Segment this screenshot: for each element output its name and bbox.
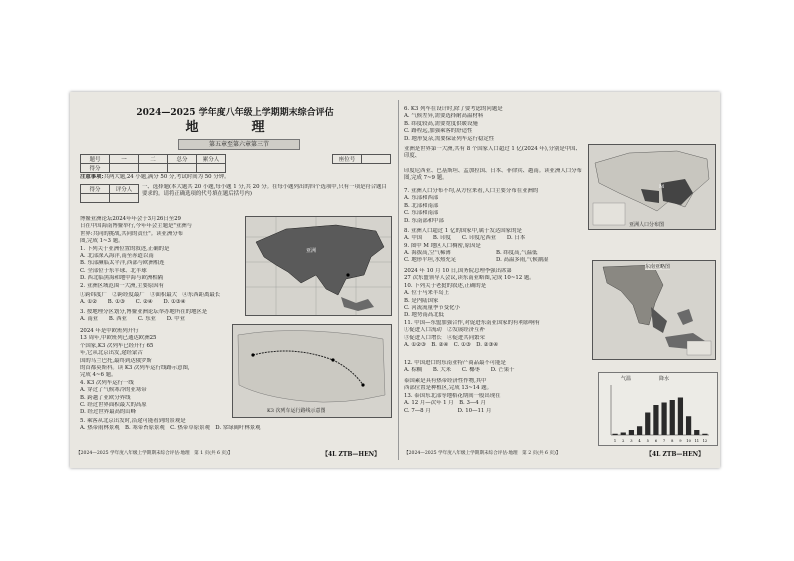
option: ①跨纬度广 ②跨经度最广 ③面积最大 ④东西距离最长	[80, 292, 221, 298]
k3-route-map	[232, 324, 392, 418]
precip-bar	[702, 434, 707, 435]
precip-bar	[686, 416, 691, 435]
option: A. 东部和西部	[404, 195, 439, 202]
q3-block	[80, 309, 390, 324]
option: ①促进人口流动 ②发展经济互补	[404, 327, 485, 334]
intro-line: 日在中国海南博鳌举行,今年年会主题是"亚洲与	[80, 223, 193, 230]
option: C. 经过世界面积最大的高原	[80, 402, 147, 409]
grader-cell: 得分	[81, 185, 110, 194]
precip-bar	[670, 400, 675, 435]
population-svg	[589, 145, 715, 229]
month-tick: 10	[686, 439, 691, 443]
option: A. 南亚 B. 西亚 C. 东亚 D. 中亚	[80, 316, 186, 323]
intro-line: 完成 4~6 题。	[80, 372, 117, 379]
option: D. 地形复杂,需要保证列车运行稳定性	[404, 135, 495, 142]
precip-bar	[621, 433, 626, 436]
notice-heading: 注意事项:	[80, 174, 104, 180]
option: A. 北部深入海洋,南至赤道以南	[80, 253, 154, 260]
option: A. ①② B. ①③ C. ②④ D. ①③④	[80, 299, 186, 306]
option: ③促进人口增长 ④促进共同繁荣	[404, 334, 485, 341]
precip-bar	[661, 403, 666, 436]
question-6: 6. K3 列车在设计时,除了要考虑的问题是	[404, 106, 503, 112]
option: A. 12 月—次年 1 月 B. 3—4 月	[404, 400, 486, 407]
precip-bar	[637, 426, 642, 435]
question-2: 2. 亚洲区域范围一大洲,主要原因有	[80, 282, 165, 289]
q2-block	[80, 292, 245, 307]
intro-line: 泰国素是具有热带经济性作物,其中	[404, 378, 487, 384]
option: B. 跨越了亚欧分界线	[80, 394, 131, 401]
precip-bar	[694, 430, 699, 435]
month-tick: 9	[679, 439, 682, 443]
option: A. 穿过了气候寒冷的亚寒带	[80, 387, 147, 394]
score-cell	[197, 164, 226, 173]
precip-bar	[612, 434, 617, 435]
seat-cell	[362, 155, 391, 164]
option: D. 东南部和中部	[404, 217, 444, 224]
question-7: 7. 亚洲人口分布不均,从方位来看,人口主要分布在亚洲的	[404, 188, 539, 194]
exam-title: 2024—2025 学年度八年级上学期期末综合评估	[136, 108, 334, 118]
chart-axis	[611, 385, 709, 435]
page-right	[400, 92, 720, 468]
intro-line: 西部位置是种植区,完成 13~14 题。	[404, 385, 493, 392]
asia-map	[245, 216, 392, 316]
k3-route-svg	[233, 325, 391, 417]
option: B. 纬度高,气温低	[496, 250, 538, 256]
month-tick: 8	[671, 439, 674, 443]
intro-line: 2024 年 10 月 10 日,国务院总理李强出席第	[404, 268, 512, 274]
intro-line: 的首都莫斯科。读 K3 次列车运行线路示意图,	[80, 365, 190, 372]
month-tick: 5	[646, 439, 649, 443]
exam-subject: 地 理	[185, 120, 285, 135]
month-tick: 2	[622, 439, 625, 443]
climate-svg	[599, 373, 717, 445]
q8-q9-block	[404, 228, 716, 250]
intro-line: 13 周年,中欧班列已通达欧洲25	[80, 335, 157, 342]
intro-line: 世界:共同的挑战,共同的责任"。读亚洲分布	[80, 230, 184, 237]
intro-line: 个国家,K3 次列车已经开行 65	[80, 342, 154, 349]
southeast-asia-map	[592, 260, 716, 360]
question-8: 8. 亚洲人口超过 1 亿的国家中,属于发达国家的是	[404, 228, 522, 234]
page-divider	[398, 100, 399, 460]
notice-text: 共两大题,24 小题,满分 50 分,考试时间为 50 分钟。	[103, 174, 230, 180]
question-5: 5. 乘客从北京出发时,沿途可能看到的景观是	[80, 418, 186, 424]
question-4: 4. K3 次列车运行一线	[80, 379, 134, 386]
climate-chart	[598, 372, 718, 446]
question-12: 12. 中国进口的东南亚特产商品最不可能是	[404, 360, 506, 366]
footer-left: 【2024—2025 学年度八年级上学期期末综合评估·地理 第 1 页(共 6 页)】	[76, 451, 233, 456]
option: A. 中国 B. 印度 C. 印度尼西亚 D. 日本	[404, 235, 526, 242]
option: B. 北部和南部	[404, 202, 439, 209]
option: C. 河流流量季节变化小	[404, 305, 460, 312]
q6-block	[404, 106, 716, 143]
asia-label: 亚洲	[306, 248, 317, 254]
option: D. 高温多雨,气候潮湿	[496, 257, 549, 264]
population-map-label: 亚洲人口分布图	[629, 222, 665, 228]
sea-map-svg	[593, 261, 715, 359]
svg-text:M: M	[659, 184, 665, 190]
option: B. 纬度较高,需要宽度供暖设施	[404, 120, 478, 127]
option: C. 东部和南部	[404, 210, 439, 217]
seat-table	[332, 154, 391, 164]
option: C. 地形平坦,水热充足	[404, 257, 457, 264]
intro-line: 年,它从北京出发,途经蒙古	[80, 350, 143, 357]
question-13: 13. 泰国东北部等地稻花期间一般出现在	[404, 392, 501, 399]
precip-bar	[645, 413, 650, 436]
score-cell: 题号	[81, 155, 110, 164]
legend-precip: 降水	[659, 376, 670, 382]
option: A. 热带雨林景观 B. 寒带苔原景观 C. 热带草原景观 D. 常绿阔叶林景观	[80, 425, 261, 432]
score-cell: 总分	[168, 155, 197, 164]
score-cell: 二	[139, 155, 168, 164]
intro-block-3	[404, 146, 584, 183]
option: B. 是内陆国家	[404, 297, 439, 304]
option: D. 经过世界最高的山峰	[80, 409, 137, 416]
month-tick: 1	[613, 439, 617, 443]
month-tick: 12	[702, 439, 708, 443]
month-tick: 3	[630, 439, 633, 443]
option: A. 气候差异,需要选择耐高温材料	[404, 113, 484, 120]
precip-bar	[653, 405, 658, 435]
score-cell	[139, 164, 168, 173]
section1-header: 一、选择题(本大题共 20 小题,每小题 1 分,共 20 分。在每小题列出的四个选项中,只有一项是符合题目要求的。请将正确选项的代号填在题后括号内)	[142, 184, 387, 198]
option: C. 7—8 月 D. 10—11 月	[404, 407, 492, 414]
intro-line: 博鳌亚洲论坛2024年年会于3月26日至29	[80, 216, 181, 222]
footer-right: 【2024—2025 学年度八年级上学期期末综合评估·地理 第 2 页(共 6 页)】	[404, 451, 561, 456]
score-cell: 累分人	[197, 155, 226, 164]
precip-bar	[678, 398, 683, 436]
option: A. 位于马来半岛上	[404, 290, 450, 297]
option: C. 路程远,加强乘客的舒适性	[404, 128, 473, 135]
population-map	[588, 144, 716, 230]
sea-map-label: 东南亚略图	[645, 264, 671, 270]
month-tick: 7	[662, 439, 666, 443]
question-10: 10. 下列关于老挝的叙述,正确的是	[404, 282, 487, 289]
legend-temp: 气温	[621, 376, 632, 382]
intro-block-5	[404, 378, 594, 415]
month-tick: 11	[694, 439, 700, 443]
precip-bar	[629, 430, 634, 435]
route-map-label: K3 次列车运行路线示意图	[267, 408, 326, 414]
option: D. 西北临黑海和地中海与欧洲相隔	[80, 275, 164, 282]
option: D. 地势南高北低	[404, 312, 444, 319]
option: A. 海拔高,空气稀薄	[404, 250, 451, 256]
option: A. ①②③ B. ②④ C. ①③ D. ②③④	[404, 342, 499, 349]
notice	[80, 174, 390, 181]
grader-cell	[81, 194, 110, 203]
intro-line: 27 次东盟领导人会议,读东南亚略图,完成 10~12 题。	[404, 275, 535, 282]
intro-line: 国的乌兰巴托,最终到达俄罗斯	[80, 357, 152, 364]
grader-cell: 评分人	[110, 185, 139, 194]
grader-box	[80, 184, 139, 203]
page-left	[70, 92, 397, 468]
score-table	[80, 154, 226, 173]
option: A. 棕榈 B. 大米 C. 椰枣 D. 芒果干	[404, 367, 515, 374]
intro-block-4	[404, 268, 590, 349]
question-9: 9. 图中 M 地区人口稠密,原因是	[404, 242, 481, 249]
grader-cell	[110, 194, 139, 203]
exam-scope: 第五章至第六章第三节	[178, 139, 300, 150]
intro-block-1	[80, 216, 240, 290]
score-cell	[110, 164, 139, 173]
question-11: 11. 中国—东盟加强合作,对促进东南亚国家的有利影响有	[404, 319, 540, 326]
footer-code-left: 【4L ZTB—HEN】	[322, 451, 381, 458]
intro-block-2	[80, 328, 230, 417]
score-cell	[168, 164, 197, 173]
asia-map-svg	[246, 217, 391, 315]
month-tick: 6	[654, 439, 658, 443]
option: C. 全部位于东半球、北半球	[80, 267, 147, 274]
seat-label: 座位号	[333, 155, 362, 164]
intro-line: 亚洲是世界第一大洲,共有 8 个国家人口超过 1 亿(2024 年),分别是中国、印度、	[404, 146, 581, 160]
q7-block	[404, 188, 584, 225]
score-cell: 得分	[81, 164, 110, 173]
question-1: 1. 下列关于亚洲位置的叙述,正确的是	[80, 245, 170, 252]
intro-line: 2024 年是中欧班列开行	[80, 328, 139, 334]
month-tick: 4	[638, 439, 641, 443]
intro-line: 图,完成 1~3 题。	[80, 238, 124, 245]
score-cell: 一	[110, 155, 139, 164]
q5-block	[80, 418, 395, 433]
q9-opts-b	[496, 250, 592, 265]
question-3: 3. 按地理分区划分,博鳌亚洲论坛举办地所在的地区是	[80, 309, 208, 315]
option: B. 东部濒临太平洋,西部与欧洲相连	[80, 260, 165, 267]
footer-code-right: 【4L ZTB—HEN】	[646, 451, 705, 458]
intro-line: 印度尼西亚、巴基斯坦、孟加拉国、日本、菲律宾、越南。读亚洲人口分布图,完成 7~9 题。	[404, 168, 582, 182]
exam-sheet	[70, 92, 720, 468]
